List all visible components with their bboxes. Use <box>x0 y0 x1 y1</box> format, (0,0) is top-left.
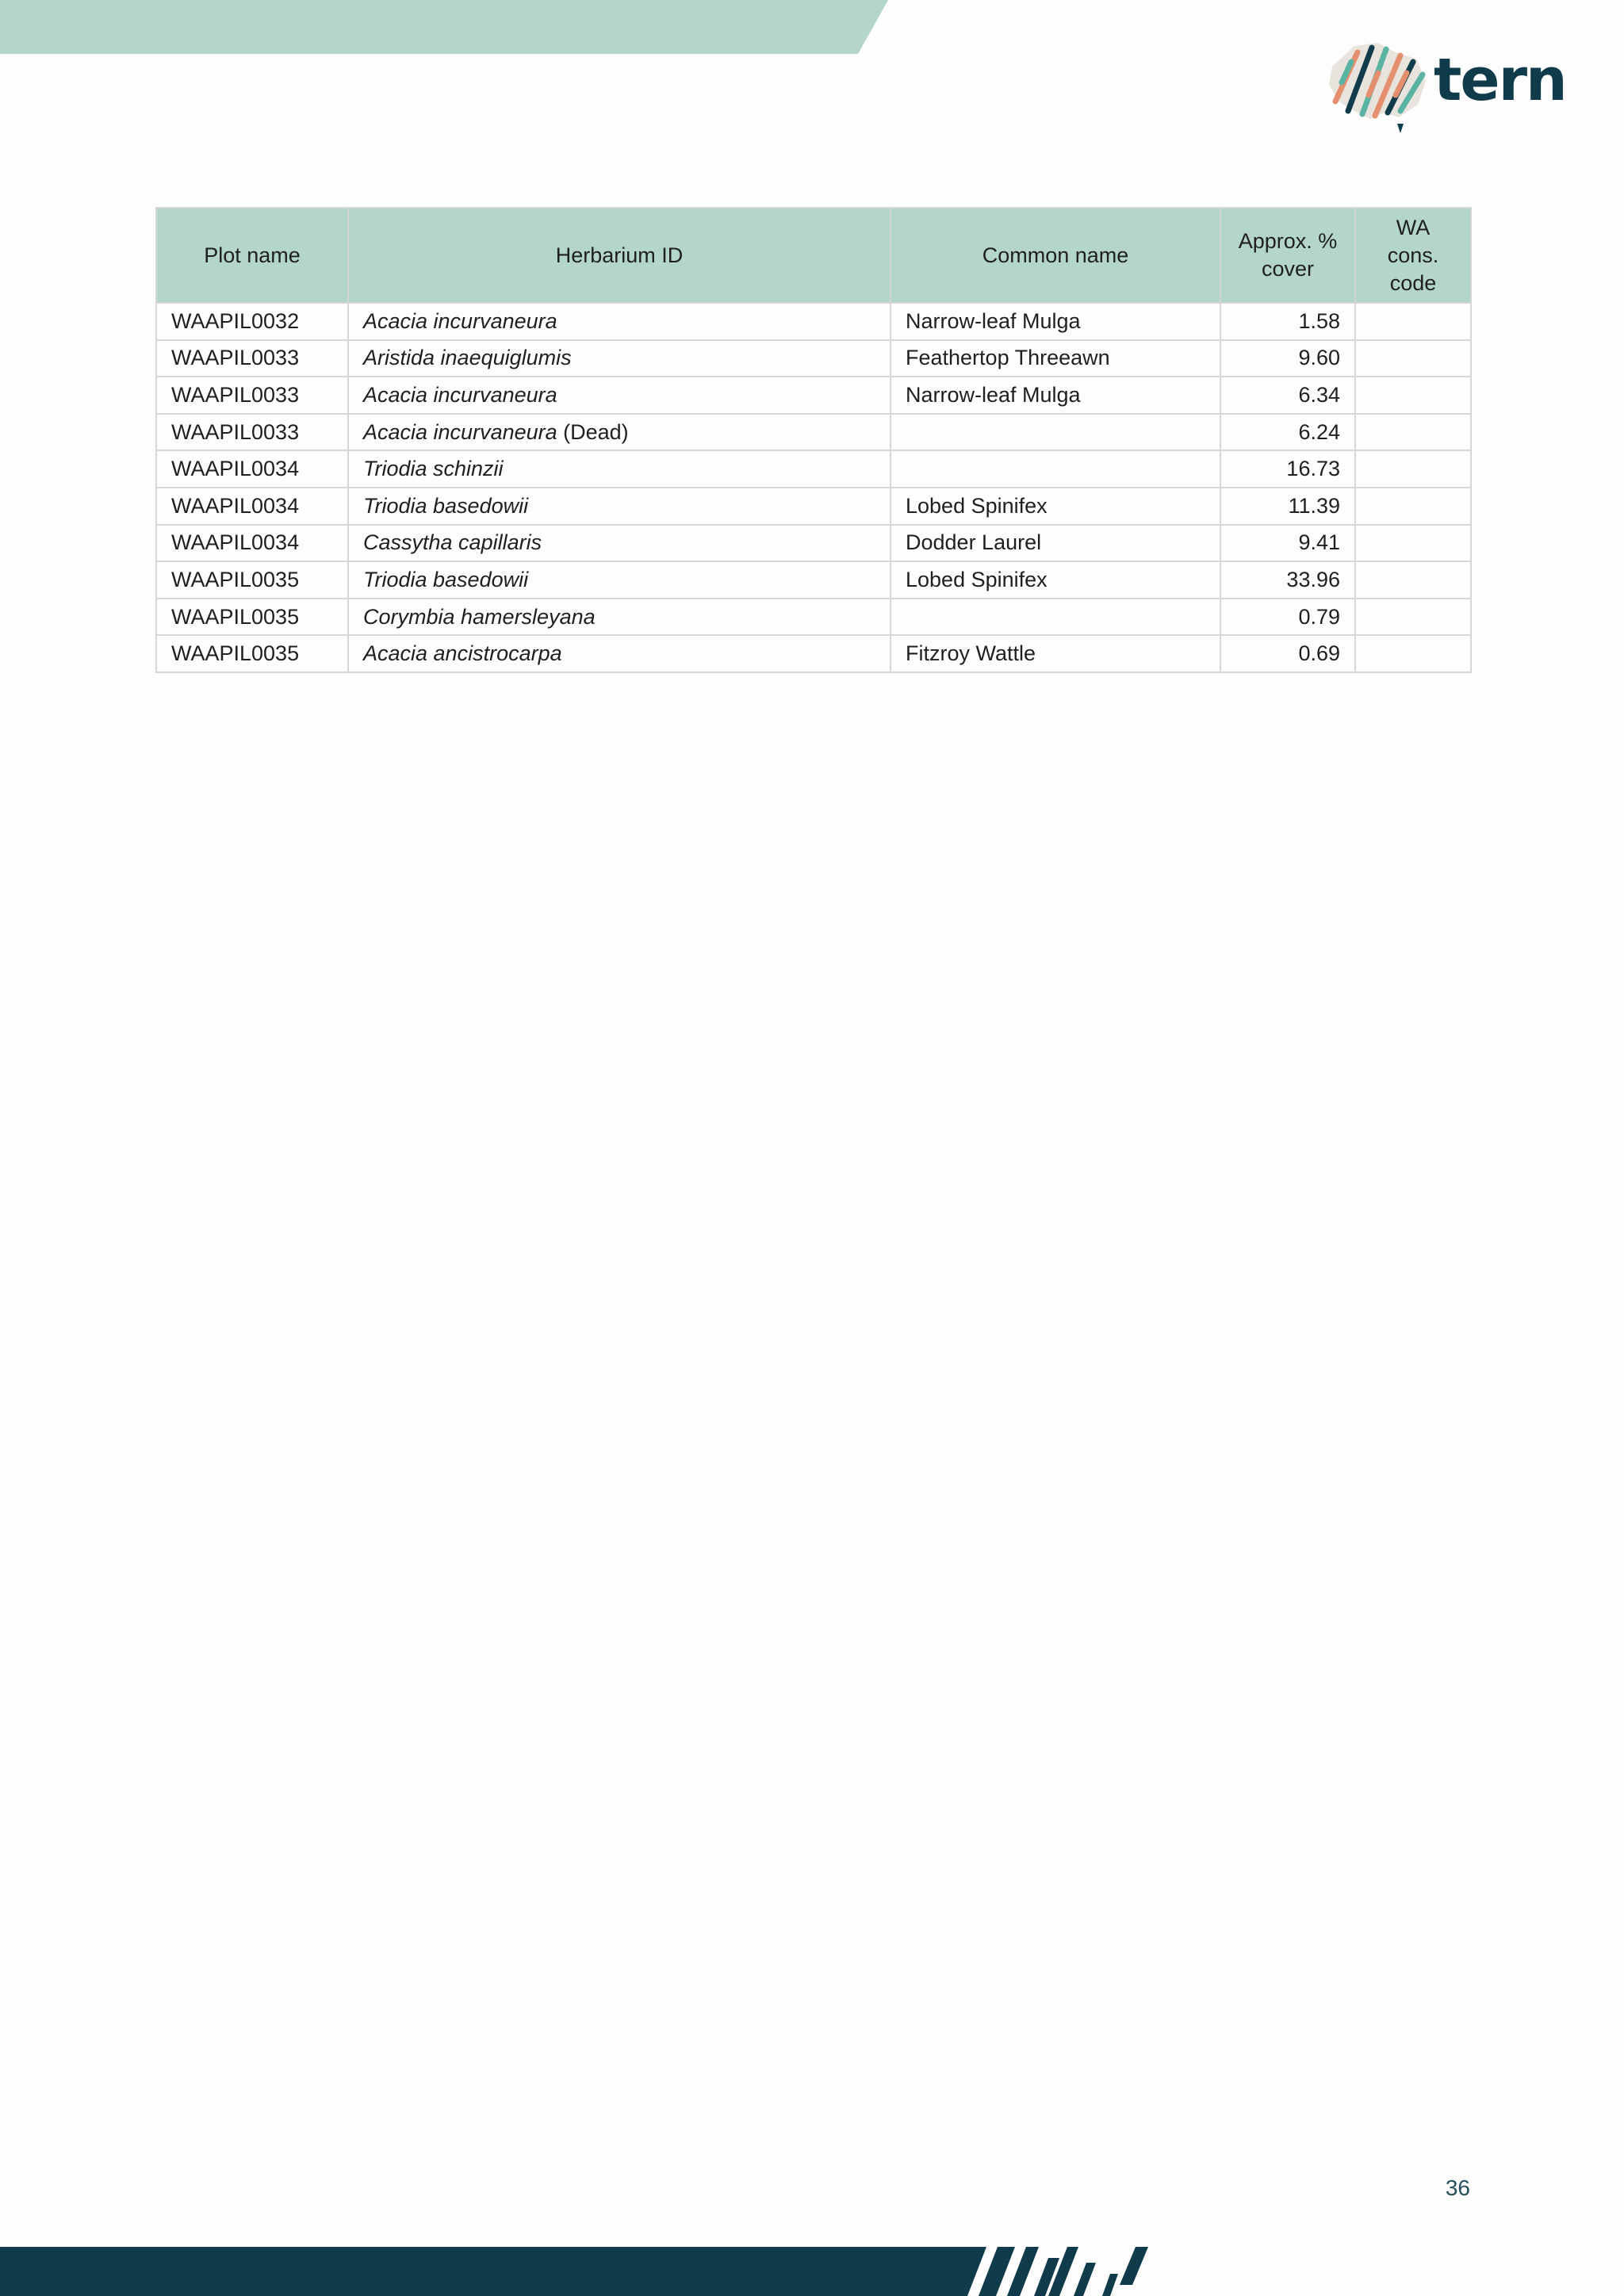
cover-cell: 33.96 <box>1220 561 1355 599</box>
cover-cell: 1.58 <box>1220 303 1355 340</box>
table-row <box>156 525 1471 562</box>
cover-cell: 16.73 <box>1220 450 1355 488</box>
table-row <box>156 561 1471 599</box>
species-name: Cassytha capillaris <box>363 530 542 555</box>
table-row <box>156 635 1471 672</box>
common-name-cell: Lobed Spinifex <box>891 488 1220 525</box>
cons-code-cell <box>1355 303 1471 340</box>
cons-code-cell <box>1355 635 1471 672</box>
common-name-cell: Narrow-leaf Mulga <box>891 303 1220 340</box>
cover-cell: 0.79 <box>1220 599 1355 636</box>
cons-code-cell <box>1355 414 1471 451</box>
cons-code-cell <box>1355 450 1471 488</box>
table-row <box>156 450 1471 488</box>
cover-cell: 11.39 <box>1220 488 1355 525</box>
herbarium-id-cell <box>348 488 891 525</box>
tern-logo <box>1323 35 1566 138</box>
species-name: Triodia basedowii <box>363 567 529 591</box>
cons-code-cell <box>1355 488 1471 525</box>
plot-name-cell: WAAPIL0035 <box>156 561 348 599</box>
table-header-row <box>156 208 1471 303</box>
cover-cell: 6.24 <box>1220 414 1355 451</box>
plot-name-cell: WAAPIL0033 <box>156 414 348 451</box>
common-name-cell: Lobed Spinifex <box>891 561 1220 599</box>
cover-cell: 9.60 <box>1220 340 1355 377</box>
herbarium-id-cell <box>348 377 891 414</box>
logo-text: tern <box>1434 46 1566 114</box>
table-row <box>156 599 1471 636</box>
common-name-cell <box>891 599 1220 636</box>
cover-cell: 6.34 <box>1220 377 1355 414</box>
common-name-cell <box>891 450 1220 488</box>
common-name-cell: Narrow-leaf Mulga <box>891 377 1220 414</box>
plot-name-cell: WAAPIL0032 <box>156 303 348 340</box>
australia-map-icon <box>1323 35 1434 138</box>
table-row <box>156 377 1471 414</box>
common-name-cell: Fitzroy Wattle <box>891 635 1220 672</box>
herbarium-id-cell <box>348 525 891 562</box>
table-body <box>156 303 1471 672</box>
species-name: Aristida inaequiglumis <box>363 346 572 370</box>
herbarium-id-cell <box>348 561 891 599</box>
species-qualifier: (Dead) <box>557 419 629 444</box>
herbarium-id-cell <box>348 414 891 451</box>
cover-cell: 9.41 <box>1220 525 1355 562</box>
plot-name-cell: WAAPIL0033 <box>156 377 348 414</box>
common-name-cell: Feathertop Threeawn <box>891 340 1220 377</box>
common-name-cell <box>891 414 1220 451</box>
table-row <box>156 488 1471 525</box>
plot-name-cell: WAAPIL0033 <box>156 340 348 377</box>
species-name: Triodia basedowii <box>363 493 529 518</box>
col-header-herbarium-id: Herbarium ID <box>348 208 891 303</box>
col-header-plot-name: Plot name <box>156 208 348 303</box>
plot-name-cell: WAAPIL0035 <box>156 599 348 636</box>
cons-code-cell <box>1355 525 1471 562</box>
herbarium-id-cell <box>348 599 891 636</box>
cons-code-cell <box>1355 340 1471 377</box>
cons-code-cell <box>1355 561 1471 599</box>
species-name: Corymbia hamersleyana <box>363 604 596 629</box>
species-name: Acacia incurvaneura <box>363 382 557 407</box>
species-name: Acacia incurvaneura <box>363 419 557 444</box>
table-row <box>156 340 1471 377</box>
herbarium-id-cell <box>348 303 891 340</box>
herbarium-id-cell <box>348 340 891 377</box>
table-row <box>156 303 1471 340</box>
species-name: Acacia incurvaneura <box>363 308 557 333</box>
cover-cell: 0.69 <box>1220 635 1355 672</box>
species-name: Acacia ancistrocarpa <box>363 641 562 666</box>
plot-name-cell: WAAPIL0034 <box>156 450 348 488</box>
cons-code-cell <box>1355 599 1471 636</box>
plot-name-cell: WAAPIL0034 <box>156 525 348 562</box>
herbarium-id-cell <box>348 635 891 672</box>
table-row <box>156 414 1471 451</box>
top-accent-band <box>0 0 888 54</box>
page-number: 36 <box>1445 2175 1470 2200</box>
species-name: Triodia schinzii <box>363 457 504 481</box>
common-name-cell: Dodder Laurel <box>891 525 1220 562</box>
species-cover-table <box>155 207 1472 673</box>
plot-name-cell: WAAPIL0034 <box>156 488 348 525</box>
bottom-footer-band <box>0 2247 1624 2296</box>
plot-name-cell: WAAPIL0035 <box>156 635 348 672</box>
col-header-common-name: Common name <box>891 208 1220 303</box>
cons-code-cell <box>1355 377 1471 414</box>
herbarium-id-cell <box>348 450 891 488</box>
col-header-wa-cons-code: WA cons. code <box>1355 208 1471 303</box>
col-header-approx-cover: Approx. % cover <box>1220 208 1355 303</box>
